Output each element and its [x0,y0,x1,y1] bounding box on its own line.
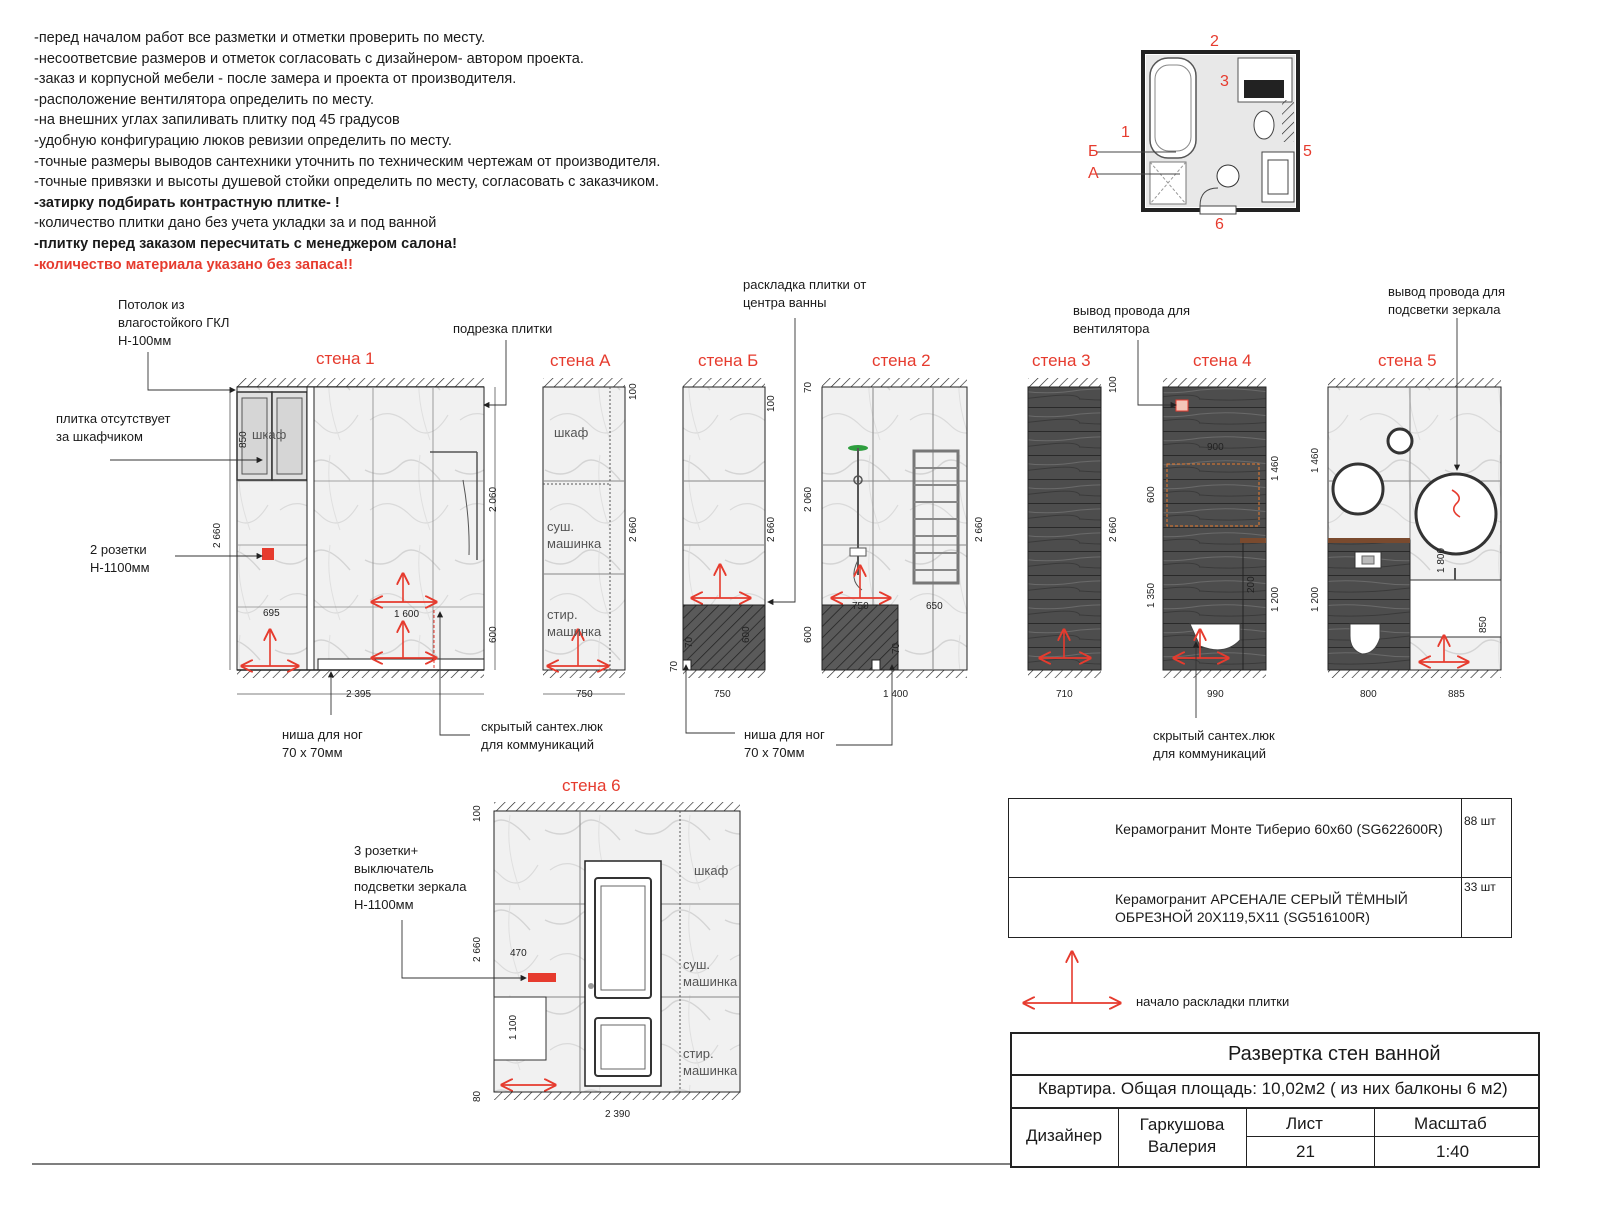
wall-4-elevation [1163,378,1266,678]
wall-2-elevation [822,378,967,678]
wall-3-title: стена 3 [1032,351,1091,370]
ceiling-callout: Потолок из влагостойкого ГКЛ Н-100мм [118,297,230,348]
washer-label: стир. машинка [547,607,602,639]
layout-center-callout: раскладка плитки от центра ванны [743,277,867,310]
dim-label: 1 200 [1310,586,1321,612]
plan-label-1: 1 [1121,124,1130,141]
dim-label: 2 660 [212,522,223,548]
wall-1-elevation [237,378,484,678]
hatch-1-callout: скрытый сантех.люк для коммуникаций [481,719,603,752]
note-line: -на внешних углах запиливать плитку под 45 градусов [34,112,400,129]
no-tile-callout: плитка отсутствует за шкафчиком [56,411,171,444]
wall-b-elevation [683,378,765,678]
note-line: -количество плитки дано без учета укладки за и под ванной [34,215,437,232]
scale-label: Масштаб [1414,1114,1487,1133]
note-line: -перед началом работ все разметки и отметки проверить по месту. [34,30,486,46]
note-line: -затирку подбирать контрастную плитке- ! [34,194,340,211]
cabinet-label: шкаф [694,863,729,878]
note-line: -удобную конфигурацию люков ревизии определить по месту. [34,132,452,149]
mirror-wire-callout: вывод провода для подсветки зеркала [1388,284,1505,317]
dryer-label: суш. машинка [683,957,738,989]
legend-material-name: Керамогранит АРСЕНАЛЕ СЕРЫЙ ТЁМНЫЙ ОБРЕЗНОЙ 20Х119,5Х11 (SG516100R) [1115,891,1408,925]
note-line: -расположение вентилятора определить по месту. [34,91,375,108]
legend-material-name: Керамогранит Монте Тиберио 60х60 (SG622600R) [1115,821,1443,837]
foot-niche-2-callout: ниша для ног 70 х 70мм [744,727,825,760]
note-line: -плитку перед заказом пересчитать с менеджером салона! [34,235,457,252]
legend-row [1009,878,1511,937]
dim-label: 990 [1207,689,1224,700]
note-line: -точные размеры выводов сантехники уточнить по техническим чертежам от производителя. [34,153,661,170]
dim-label: 1 100 [508,1014,519,1040]
dim-label: 2 060 [488,486,499,512]
plan-label-b: Б [1088,143,1099,160]
dim-label: 70 [684,636,695,648]
designer-name: Гаркушова Валерия [1139,1115,1225,1156]
dim-label: 900 [1207,442,1224,453]
dim-label: 750 [576,689,593,700]
wall-6-title: стена 6 [562,776,621,795]
legend-quantity: 88 шт [1464,814,1496,828]
dryer-label: суш. машинка [547,519,602,551]
dim-label: 200 [1246,576,1257,593]
dim-label: 695 [263,608,280,619]
dim-label: 600 [741,626,752,643]
wall-1-title: стена 1 [316,349,375,368]
dim-label: 600 [803,626,814,643]
wall-b-title: стена Б [698,351,759,370]
wall-4-title: стена 4 [1193,351,1252,370]
dim-label: 100 [628,383,639,400]
dim-label: 850 [238,431,249,448]
dim-label: 750 [852,601,869,612]
dim-label: 70 [803,381,814,393]
wall-5-title: стена 5 [1378,351,1437,370]
sockets-2-callout: 2 розетки Н-1100мм [90,542,150,575]
sheet-title: Развертка стен ванной [1228,1043,1441,1065]
dim-label: 70 [669,660,680,672]
vent-wire-callout: вывод провода для вентилятора [1073,303,1190,336]
dim-label: 885 [1448,689,1465,700]
wall-a-title: стена А [550,351,611,370]
dim-label: 1 200 [1270,586,1281,612]
washer-label: стир. машинка [683,1046,738,1078]
dim-label: 1 800 [1436,547,1447,573]
wall-2-title: стена 2 [872,351,931,370]
dim-label: 2 660 [1108,516,1119,542]
dim-label: 70 [891,642,902,654]
dim-label: 1 600 [394,609,420,620]
dim-label: 800 [1360,689,1377,700]
dim-label: 100 [1108,376,1119,393]
materials-legend [1008,798,1512,938]
sheet-label: Лист [1286,1114,1323,1133]
title-block [1010,1032,1540,1168]
dim-label: 1 460 [1270,455,1281,481]
dim-label: 1 460 [1310,447,1321,473]
tile-start-legend-label: начало раскладки плитки [1136,994,1290,1009]
dim-label: 600 [1146,486,1157,503]
dim-label: 2 660 [974,516,985,542]
note-line: -точные привязки и высоты душевой стойки определить по месту, согласовать с заказчиком. [34,174,660,191]
dim-label: 750 [714,689,731,700]
dim-label: 470 [510,948,527,959]
cabinet-label: шкаф [554,425,589,440]
dim-label: 2 390 [605,1109,631,1120]
dim-label: 600 [488,626,499,643]
dim-label: 2 395 [346,689,372,700]
designer-label: Дизайнер [1026,1126,1103,1145]
wall-5-elevation [1328,378,1501,678]
plan-label-6: 6 [1215,216,1224,233]
plan-label-a: А [1088,165,1099,182]
plan-label-2: 2 [1210,33,1219,50]
note-line: -количество материала указано без запаса!! [34,256,353,273]
dim-label: 100 [472,805,483,822]
dim-label: 650 [926,601,943,612]
project-subtitle: Квартира. Общая площадь: 10,02м2 ( из них балконы 6 м2) [1038,1079,1508,1098]
tile-cut-callout: подрезка плитки [453,321,553,336]
dim-label: 2 660 [766,516,777,542]
scale-value: 1:40 [1436,1142,1470,1161]
plan-label-3: 3 [1220,73,1229,90]
foot-niche-1-callout: ниша для ног 70 х 70мм [282,727,363,760]
note-line: -заказ и корпусной мебели - после замера и проекта от производителя. [34,71,517,88]
plan-label-5: 5 [1303,143,1312,160]
sockets-3-callout: 3 розетки+ выключатель подсветки зеркала Н-1100мм [354,843,467,912]
sheet-number: 21 [1296,1142,1315,1161]
legend-row [1009,799,1511,878]
dim-label: 1 400 [883,689,909,700]
note-line: -несоответсвие размеров и отметок согласовать с дизайнером- автором проекта. [34,50,584,67]
dim-label: 2 660 [628,516,639,542]
dim-label: 80 [472,1090,483,1102]
dim-label: 1 350 [1146,582,1157,608]
hatch-2-callout: скрытый сантех.люк для коммуникаций [1153,728,1275,761]
dim-label: 2 660 [472,936,483,962]
dim-label: 100 [766,395,777,412]
legend-quantity: 33 шт [1464,880,1496,894]
dim-label: 850 [1478,616,1489,633]
dim-label: 2 060 [803,486,814,512]
cabinet-label: шкаф [252,427,287,442]
dim-label: 710 [1056,689,1073,700]
